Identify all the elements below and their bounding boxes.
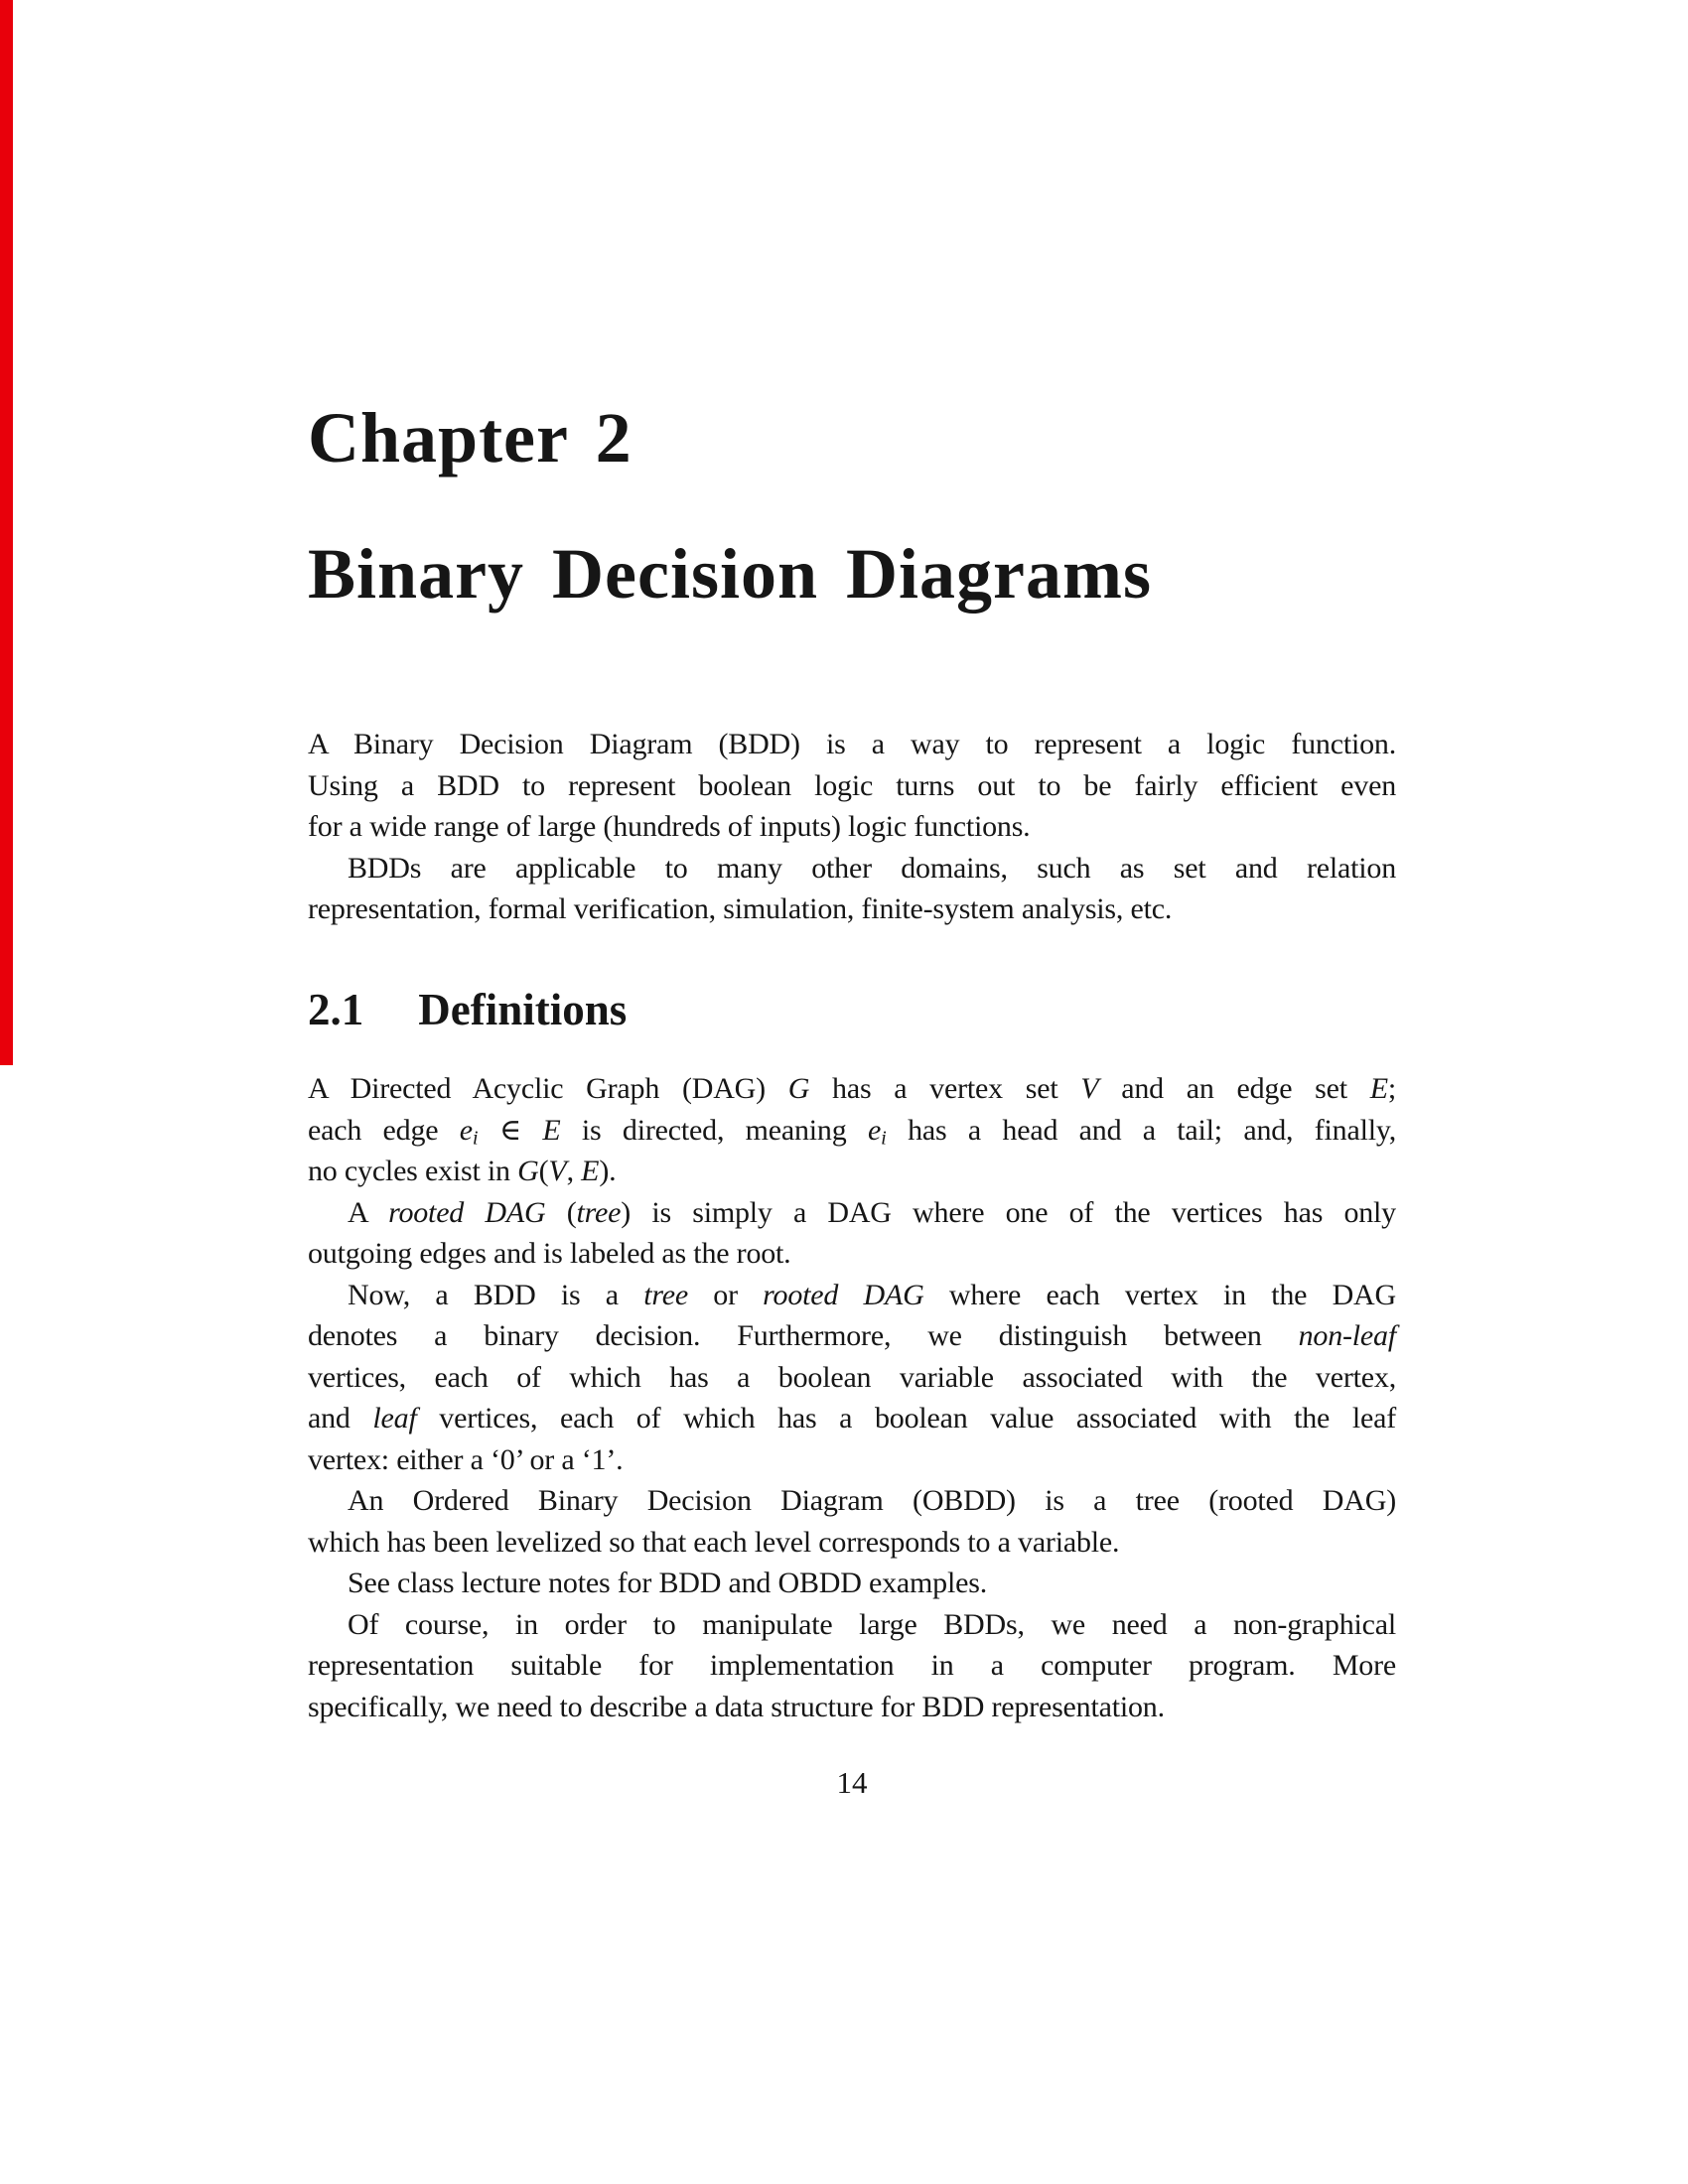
text-line: vertices, each of which has a boolean variable associated with the vertex, [308,1360,1396,1394]
text-line: Now, a BDD is a tree or rooted DAG where each vertex in the DAG [348,1278,1396,1311]
text-line: Using a BDD to represent boolean logic turns out to be fairly efficient even [308,768,1396,802]
text-line: denotes a binary decision. Furthermore, we distinguish between non-leaf [308,1319,1396,1352]
intro-paragraphs [308,724,1396,930]
text-line: for a wide range of large (hundreds of inputs) logic functions. [308,810,1031,843]
text-line: which has been levelized so that each level corresponds to a variable. [308,1525,1120,1559]
text-line: See class lecture notes for BDD and OBDD examples. [348,1567,987,1599]
section-title: Definitions [418,985,628,1034]
text-line: A rooted DAG (tree) is simply a DAG where one of the vertices has only [348,1195,1396,1229]
text-line: no cycles exist in G(V, E). [308,1155,617,1187]
definitions-paragraphs [308,1068,1396,1727]
text-line: representation, formal verification, simulation, finite-system analysis, etc. [308,892,1173,925]
text-line: representation suitable for implementation in a computer program. More [308,1649,1396,1682]
text-line: each edge ei ∈ E is directed, meaning ei has a head and a tail; and, finally, [308,1113,1397,1149]
red-edge-scan-strip [0,0,13,1065]
text-line: and leaf vertices, each of which has a boolean value associated with the leaf [308,1402,1397,1434]
chapter-number-heading: Chapter 2 [308,398,633,478]
text-line: A Binary Decision Diagram (BDD) is a way to represent a logic function. [308,728,1396,760]
text-line: outgoing edges and is labeled as the root. [308,1237,791,1270]
chapter-title: Binary Decision Diagrams [308,534,1152,614]
section-number: 2.1 [308,985,364,1034]
section-heading [308,985,628,1034]
page-number: 14 [836,1765,868,1800]
text-line: vertex: either a ‘0’ or a ‘1’. [308,1442,624,1476]
text-line: specifically, we need to describe a data structure for BDD representation. [308,1690,1165,1723]
text-line: An Ordered Binary Decision Diagram (OBDD) is a tree (rooted DAG) [348,1484,1396,1517]
text-line: Of course, in order to manipulate large BDDs, we need a non-graphical [348,1607,1396,1641]
text-line: A Directed Acyclic Graph (DAG) G has a vertex set V and an edge set E; [308,1072,1396,1105]
text-line: BDDs are applicable to many other domains, such as set and relation [348,851,1396,885]
